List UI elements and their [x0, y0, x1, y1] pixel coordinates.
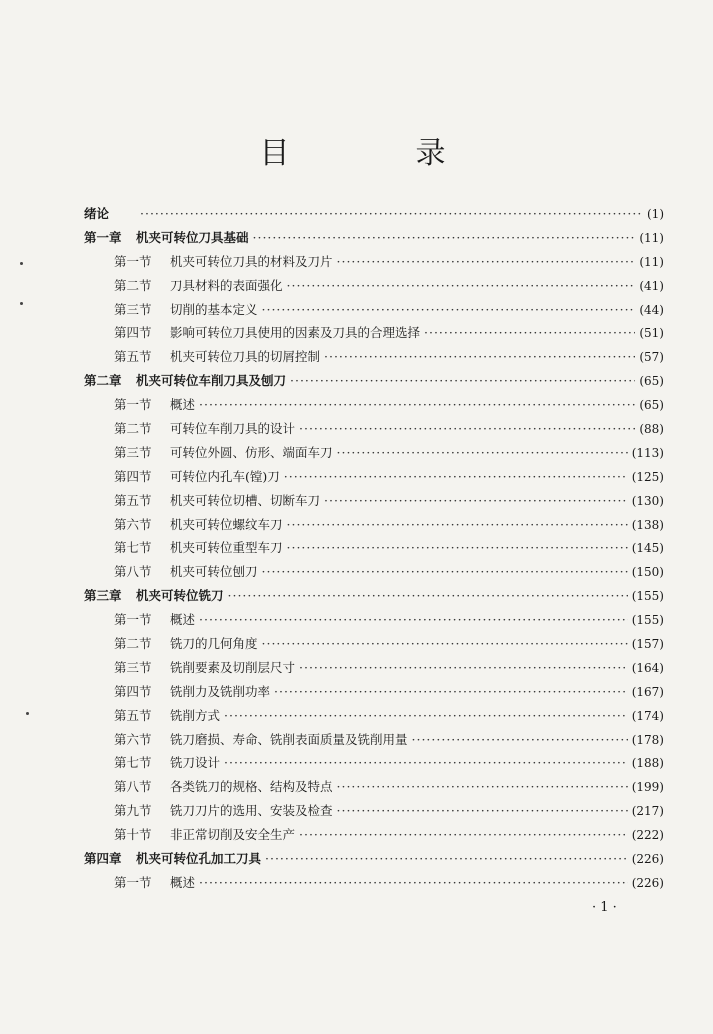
toc-leader-dots [199, 393, 635, 417]
toc-section-row [84, 298, 664, 322]
toc-page-number: (11) [639, 254, 664, 269]
toc-entry-number: 第五节 [114, 349, 152, 365]
toc-entry-number: 第四节 [114, 325, 152, 341]
toc-entry-title: 机夹可转位刨刀 [170, 564, 258, 580]
toc-page-number: (150) [631, 565, 664, 580]
toc-entry-title: 机夹可转位重型车刀 [170, 540, 283, 556]
toc-entry-number: 第四节 [114, 683, 152, 699]
toc-section-row [84, 417, 664, 441]
toc-section-row [84, 489, 664, 513]
toc-entry-number: 第八节 [114, 564, 152, 580]
toc-page-number: (155) [631, 589, 664, 604]
toc-page-number: (11) [639, 230, 664, 245]
toc-entry-number: 第七节 [114, 755, 152, 771]
toc-leader-dots [287, 513, 628, 537]
toc-entry-title: 概述 [170, 612, 196, 628]
toc-entry-number: 第七节 [114, 540, 152, 556]
toc-leader-dots [140, 202, 643, 226]
toc-page-number: (145) [631, 541, 664, 556]
toc-entry-number: 第一节 [114, 397, 152, 413]
toc-leader-dots [199, 608, 628, 632]
toc-page-number: (157) [631, 637, 664, 652]
toc-page-number: (174) [631, 708, 664, 723]
toc-leader-dots [224, 751, 628, 775]
toc-entry-title: 概述 [170, 874, 196, 890]
toc-entry-title: 机夹可转位刀具的切屑控制 [170, 349, 321, 365]
toc-entry-number: 第六节 [114, 731, 152, 747]
toc-entry-number: 第二节 [114, 277, 152, 293]
toc-section-row [84, 871, 664, 895]
toc-entry-title: 可转位车削刀具的设计 [170, 421, 296, 437]
toc-leader-dots [337, 250, 636, 274]
toc-section-row [84, 775, 664, 799]
toc-entry-number: 第二节 [114, 421, 152, 437]
toc-page-number: (65) [639, 374, 664, 389]
toc-page-number: (57) [639, 350, 664, 365]
toc-entry-title: 机夹可转位刀具基础 [136, 229, 249, 245]
toc-leader-dots [262, 560, 628, 584]
toc-section-row [84, 751, 664, 775]
toc-page-number: (130) [631, 493, 664, 508]
toc-entry-title: 各类铣刀的规格、结构及特点 [170, 779, 333, 795]
toc-page-number: (178) [631, 732, 664, 747]
toc-chapter-row [84, 847, 664, 871]
toc-leader-dots [262, 632, 628, 656]
toc-leader-dots [337, 775, 628, 799]
toc-leader-dots [337, 441, 628, 465]
toc-entry-number: 第三节 [114, 301, 152, 317]
scan-speck [26, 712, 29, 715]
toc-entry-number: 第二节 [114, 636, 152, 652]
toc-entry-title: 机夹可转位刀具的材料及刀片 [170, 253, 333, 269]
toc-entry-title: 刀具材料的表面强化 [170, 277, 283, 293]
toc-section-row [84, 608, 664, 632]
toc-section-row [84, 345, 664, 369]
toc-leader-dots [199, 871, 628, 895]
toc-entry-title: 非正常切削及安全生产 [170, 827, 296, 843]
toc-page-number: (226) [631, 852, 664, 867]
toc-page-number: (1) [647, 207, 664, 221]
toc-leader-dots [412, 728, 628, 752]
toc-entry-title: 影响可转位刀具使用的因素及刀具的合理选择 [170, 325, 421, 341]
toc-leader-dots [424, 321, 635, 345]
page-number: · 1 · [592, 900, 617, 915]
table-of-contents [84, 202, 664, 895]
toc-section-row [84, 680, 664, 704]
toc-page-number: (51) [639, 326, 664, 341]
toc-page-number: (113) [631, 445, 664, 460]
toc-entry-number: 第十节 [114, 827, 152, 843]
toc-entry-number: 第一节 [114, 253, 152, 269]
toc-leader-dots [299, 656, 628, 680]
toc-entry-title: 铣削力及铣削功率 [170, 683, 271, 699]
toc-page-number: (138) [631, 517, 664, 532]
toc-entry-number: 第四节 [114, 468, 152, 484]
toc-chapter-row [84, 226, 664, 250]
toc-leader-dots [337, 799, 628, 823]
toc-entry-number: 第四章 [84, 851, 122, 867]
toc-chapter-row [84, 202, 664, 226]
toc-page-number: (155) [631, 613, 664, 628]
toc-leader-dots [324, 345, 635, 369]
toc-entry-number: 绪论 [84, 206, 110, 221]
toc-chapter-row [84, 584, 664, 608]
toc-leader-dots [290, 369, 635, 393]
page-title: 目 录 [259, 136, 494, 171]
toc-entry-number: 第一节 [114, 612, 152, 628]
scan-speck [20, 262, 23, 265]
toc-entry-number: 第九节 [114, 803, 152, 819]
toc-entry-title: 机夹可转位孔加工刀具 [136, 851, 262, 867]
toc-leader-dots [262, 298, 636, 322]
toc-entry-title: 概述 [170, 397, 196, 413]
toc-chapter-row [84, 369, 664, 393]
scan-speck [20, 302, 23, 305]
toc-leader-dots [287, 274, 636, 298]
toc-section-row [84, 441, 664, 465]
toc-section-row [84, 536, 664, 560]
toc-section-row [84, 513, 664, 537]
toc-entry-number: 第一节 [114, 874, 152, 890]
toc-entry-title: 铣削要素及切削层尺寸 [170, 659, 296, 675]
toc-section-row [84, 656, 664, 680]
toc-entry-title: 机夹可转位螺纹车刀 [170, 516, 283, 532]
toc-section-row [84, 250, 664, 274]
toc-leader-dots [287, 536, 628, 560]
toc-entry-title: 可转位内孔车(镗)刀 [170, 468, 280, 484]
toc-page-number: (44) [639, 302, 664, 317]
toc-leader-dots [274, 680, 628, 704]
toc-section-row [84, 274, 664, 298]
toc-section-row [84, 393, 664, 417]
toc-page-number: (41) [639, 278, 664, 293]
toc-entry-title: 切削的基本定义 [170, 301, 258, 317]
toc-page-number: (226) [631, 875, 664, 890]
toc-entry-number: 第三节 [114, 659, 152, 675]
toc-leader-dots [299, 417, 635, 441]
toc-entry-title: 铣刀磨损、寿命、铣削表面质量及铣削用量 [170, 731, 408, 747]
toc-section-row [84, 632, 664, 656]
toc-entry-title: 机夹可转位铣刀 [136, 588, 224, 604]
toc-page-number: (125) [631, 469, 664, 484]
toc-entry-number: 第八节 [114, 779, 152, 795]
toc-entry-number: 第一章 [84, 229, 122, 245]
toc-page-number: (88) [639, 422, 664, 437]
toc-section-row [84, 321, 664, 345]
toc-entry-title: 铣刀的几何角度 [170, 636, 258, 652]
toc-leader-dots [265, 847, 628, 871]
toc-section-row [84, 728, 664, 752]
toc-leader-dots [284, 465, 628, 489]
toc-entry-number: 第三节 [114, 444, 152, 460]
toc-entry-title: 铣刀刀片的选用、安装及检查 [170, 803, 333, 819]
toc-page-number: (65) [639, 398, 664, 413]
toc-entry-number: 第六节 [114, 516, 152, 532]
toc-entry-title: 机夹可转位车削刀具及刨刀 [136, 373, 287, 389]
toc-page-number: (222) [631, 828, 664, 843]
toc-entry-number: 第三章 [84, 588, 122, 604]
toc-section-row [84, 560, 664, 584]
toc-entry-number: 第五节 [114, 492, 152, 508]
toc-entry-title: 铣削方式 [170, 707, 221, 723]
toc-leader-dots [224, 704, 628, 728]
toc-entry-title: 机夹可转位切槽、切断车刀 [170, 492, 321, 508]
toc-page-number: (199) [631, 780, 664, 795]
toc-page-number: (164) [631, 660, 664, 675]
toc-page-number: (217) [631, 804, 664, 819]
toc-section-row [84, 823, 664, 847]
toc-leader-dots [253, 226, 636, 250]
toc-section-row [84, 465, 664, 489]
toc-entry-number: 第五节 [114, 707, 152, 723]
toc-entry-title: 可转位外圆、仿形、端面车刀 [170, 444, 333, 460]
toc-page-number: (188) [631, 756, 664, 771]
toc-page-number: (167) [631, 684, 664, 699]
toc-leader-dots [228, 584, 628, 608]
toc-section-row [84, 704, 664, 728]
toc-entry-number: 第二章 [84, 373, 122, 389]
toc-leader-dots [324, 489, 628, 513]
toc-entry-title: 铣刀设计 [170, 755, 221, 771]
toc-leader-dots [299, 823, 628, 847]
toc-section-row [84, 799, 664, 823]
